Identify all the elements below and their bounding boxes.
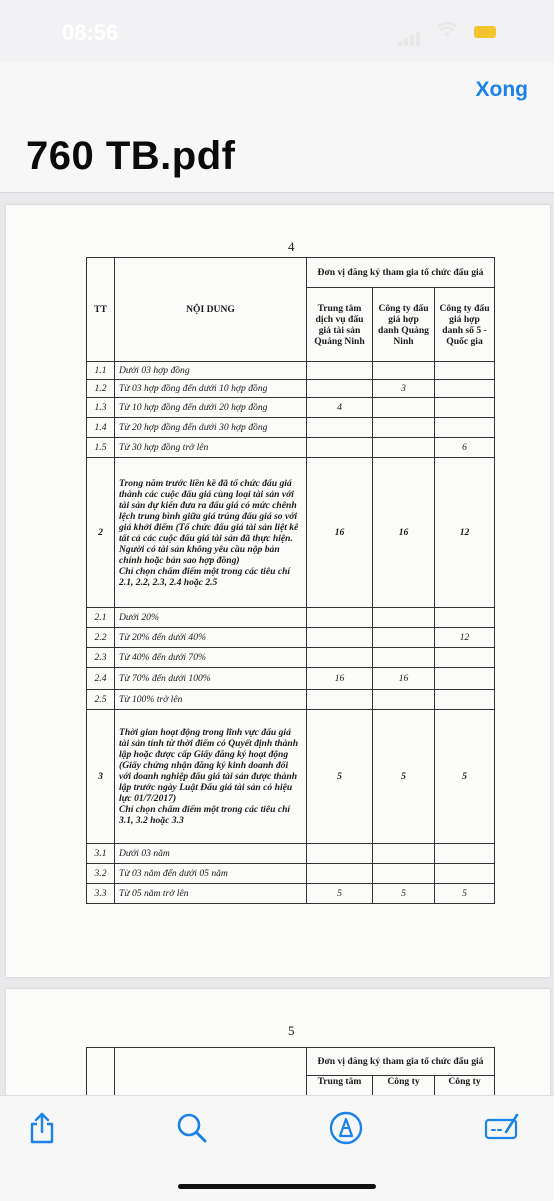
- row-value: [373, 418, 435, 438]
- row-value: [435, 418, 495, 438]
- row-value: [307, 438, 373, 458]
- row-value: [435, 608, 495, 628]
- row-content: Từ 05 năm trở lên: [115, 884, 307, 904]
- row-value: 5: [435, 710, 495, 844]
- row-tt: 1.5: [87, 438, 115, 458]
- row-value: [373, 690, 435, 710]
- row-tt: 1.4: [87, 418, 115, 438]
- pdf-viewer[interactable]: [0, 193, 554, 1095]
- document-title: 760 TB.pdf: [26, 134, 236, 178]
- row-tt: 3.2: [87, 864, 115, 884]
- done-button[interactable]: Xong: [475, 78, 528, 101]
- row-content: Dưới 03 hợp đồng: [115, 362, 307, 380]
- row-value: [435, 398, 495, 418]
- pdf-page: [6, 205, 550, 977]
- share-icon[interactable]: [24, 1110, 60, 1146]
- table-row: [87, 608, 495, 628]
- col-header-org: Công ty đấu giá hợp danh Quảng Ninh: [373, 288, 435, 362]
- table-row: [87, 844, 495, 864]
- row-content: Dưới 20%: [115, 608, 307, 628]
- row-value: 5: [307, 884, 373, 904]
- row-value: [435, 690, 495, 710]
- row-value: 12: [435, 628, 495, 648]
- row-value: [435, 362, 495, 380]
- row-value: [435, 844, 495, 864]
- table-row: [87, 864, 495, 884]
- col-header-org: Trung tâm dịch vụ đấu giá tài sản Quảng Ninh: [307, 288, 373, 362]
- col-header-content: NỘI DUNG: [115, 258, 307, 362]
- table-row: [87, 362, 495, 380]
- page-number: 4: [288, 239, 295, 254]
- row-content-note: Chỉ chọn chấm điểm một trong các tiêu chí 2.1, 2.2, 2.3, 2.4 hoặc 2.5: [119, 565, 291, 588]
- battery-icon: [474, 26, 496, 38]
- wifi-icon: [436, 22, 458, 38]
- table-row: [87, 668, 495, 690]
- row-tt: 3.3: [87, 884, 115, 904]
- table-row: [87, 380, 495, 398]
- table-row: [87, 690, 495, 710]
- row-value: [435, 380, 495, 398]
- row-tt: 1.2: [87, 380, 115, 398]
- row-value: 5: [307, 710, 373, 844]
- row-content: Từ 30 hợp đồng trở lên: [115, 438, 307, 458]
- row-value: [307, 690, 373, 710]
- row-content: Từ 100% trở lên: [115, 690, 307, 710]
- scoring-table: [86, 257, 495, 904]
- row-value: 16: [307, 458, 373, 608]
- row-value: 4: [307, 398, 373, 418]
- row-value: 12: [435, 458, 495, 608]
- row-value: [307, 608, 373, 628]
- row-value: [373, 438, 435, 458]
- col-header-org: Công ty đấu giá hợp danh số 5 - Quốc gia: [435, 288, 495, 362]
- row-content-note: Chỉ chọn chấm điểm một trong các tiêu chí 3.1, 3.2 hoặc 3.3: [119, 804, 291, 826]
- cellular-signal-icon: [398, 28, 422, 46]
- row-value: [307, 380, 373, 398]
- row-value: 5: [373, 710, 435, 844]
- row-value: 5: [435, 884, 495, 904]
- row-value: 5: [373, 884, 435, 904]
- row-value: 16: [373, 458, 435, 608]
- table-row: [87, 710, 495, 844]
- row-content: Từ 10 hợp đồng đến dưới 20 hợp đồng: [115, 398, 307, 418]
- row-value: [373, 864, 435, 884]
- row-value: 16: [373, 668, 435, 690]
- home-indicator: [178, 1184, 376, 1189]
- row-content: Từ 20 hợp đồng đến dưới 30 hợp đồng: [115, 418, 307, 438]
- table-row: [87, 458, 495, 608]
- col-header-org: Trung tâm: [307, 1076, 373, 1096]
- col-header-org: Công ty: [435, 1076, 495, 1096]
- row-value: 16: [307, 668, 373, 690]
- row-content: Dưới 03 năm: [115, 844, 307, 864]
- row-value: [373, 628, 435, 648]
- row-value: [307, 648, 373, 668]
- row-value: [435, 864, 495, 884]
- row-content: Từ 70% đến dưới 100%: [115, 668, 307, 690]
- row-tt: 2.5: [87, 690, 115, 710]
- row-tt: 1.3: [87, 398, 115, 418]
- row-tt: 3.1: [87, 844, 115, 864]
- row-value: [373, 362, 435, 380]
- table-row: [87, 884, 495, 904]
- row-value: [307, 628, 373, 648]
- row-content: [115, 458, 307, 608]
- scoring-table: [86, 1047, 495, 1095]
- row-value: [435, 668, 495, 690]
- signature-icon[interactable]: [484, 1110, 520, 1146]
- row-value: 6: [435, 438, 495, 458]
- table-row: [87, 418, 495, 438]
- row-value: [373, 608, 435, 628]
- row-value: [373, 648, 435, 668]
- row-content: Từ 20% đến dưới 40%: [115, 628, 307, 648]
- row-tt: 1.1: [87, 362, 115, 380]
- row-content-text: Trong năm trước liền kề đã tổ chức đấu giá thành các cuộc đấu giá cùng loại tài sản với tài sản dự kiến đưa ra đấu giá có mức chênh lệch trung bình giữa giá trúng đấu giá so với giá khởi điểm (Tổ chức đấu giá tài sản liệt kê tất cả các cuộc đấu giá tài sản đã thực hiện. Người có tài sản không yêu cầu nộp bản chính hoặc bản sao hợp đồng): [119, 477, 299, 566]
- row-content-text: Thời gian hoạt động trong lĩnh vực đấu giá tài sản tính từ thời điểm có Quyết định thành lập hoặc được cấp Giấy đăng ký hoạt động (Giấy chứng nhận đăng ký kinh doanh đối với doanh nghiệp đấu giá tài sản được thành lập trước ngày Luật Đấu giá tài sản có hiệu lực 01/7/2017): [119, 727, 299, 804]
- row-value: [307, 418, 373, 438]
- row-content: [115, 710, 307, 844]
- row-tt: 2: [87, 458, 115, 608]
- row-value: [307, 844, 373, 864]
- row-value: [307, 362, 373, 380]
- row-value: [307, 864, 373, 884]
- page-number: 5: [288, 1023, 295, 1038]
- col-header-org: Công ty: [373, 1076, 435, 1096]
- row-value: [373, 398, 435, 418]
- table-row: [87, 438, 495, 458]
- row-value: [435, 648, 495, 668]
- row-tt: 2.3: [87, 648, 115, 668]
- col-header-tt: TT: [87, 258, 115, 362]
- row-value: [373, 844, 435, 864]
- pdf-page: [6, 989, 550, 1095]
- search-icon[interactable]: [174, 1110, 210, 1146]
- row-content: Từ 03 năm đến dưới 05 năm: [115, 864, 307, 884]
- markup-icon[interactable]: [328, 1110, 364, 1146]
- table-row: [87, 628, 495, 648]
- row-content: Từ 03 hợp đồng đến dưới 10 hợp đồng: [115, 380, 307, 398]
- row-tt: 3: [87, 710, 115, 844]
- row-tt: 2.4: [87, 668, 115, 690]
- row-tt: 2.1: [87, 608, 115, 628]
- table-row: [87, 648, 495, 668]
- table-row: [87, 398, 495, 418]
- row-tt: 2.2: [87, 628, 115, 648]
- status-time: 08:56: [62, 20, 119, 45]
- col-header-group: Đơn vị đăng ký tham gia tổ chức đấu giá: [307, 1048, 495, 1076]
- status-bar: [0, 0, 554, 62]
- col-header-group: Đơn vị đăng ký tham gia tổ chức đấu giá: [307, 258, 495, 288]
- row-value: 3: [373, 380, 435, 398]
- row-content: Từ 40% đến dưới 70%: [115, 648, 307, 668]
